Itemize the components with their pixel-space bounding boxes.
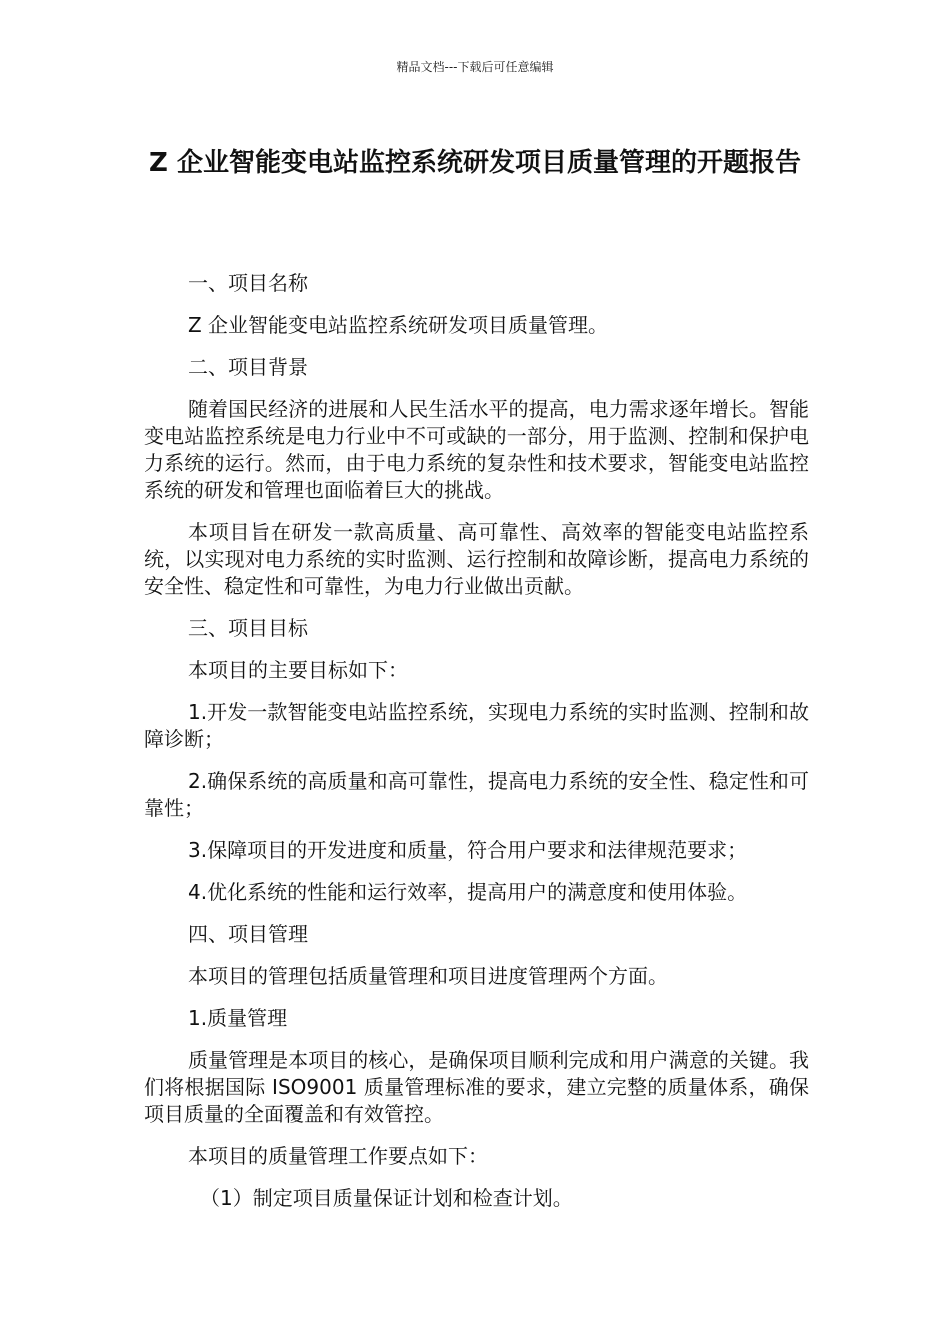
paragraph: 本项目的质量管理工作要点如下： <box>188 1144 488 1168</box>
list-item: 4.优化系统的性能和运行效率，提高用户的满意度和使用体验。 <box>188 880 748 904</box>
paragraph: 本项目的管理包括质量管理和项目进度管理两个方面。 <box>188 964 668 988</box>
section-heading: 三、项目目标 <box>188 616 308 640</box>
paragraph: Z 企业智能变电站监控系统研发项目质量管理。 <box>188 313 609 337</box>
subsection-heading: 1.质量管理 <box>188 1006 288 1030</box>
paragraph: 本项目的主要目标如下： <box>188 658 408 682</box>
document-body <box>144 270 809 1227</box>
paragraph: 本项目旨在研发一款高质量、高可靠性、高效率的智能变电站监控系统，以实现对电力系统的实时监测、运行控制和故障诊断，提高电力系统的安全性、稳定性和可靠性，为电力行业做出贡献。 <box>144 520 809 598</box>
list-item: 1.开发一款智能变电站监控系统，实现电力系统的实时监测、控制和故障诊断； <box>144 700 809 751</box>
section-heading: 一、项目名称 <box>188 271 308 295</box>
section-heading: 二、项目背景 <box>188 355 308 379</box>
page-title: Z 企业智能变电站监控系统研发项目质量管理的开题报告 <box>149 148 801 178</box>
paragraph: 质量管理是本项目的核心，是确保项目顺利完成和用户满意的关键。我们将根据国际 ISO9001 质量管理标准的要求，建立完整的质量体系，确保项目质量的全面覆盖和有效管控。 <box>144 1048 809 1126</box>
header-note: 精品文档---下载后可任意编辑 <box>396 60 554 74</box>
paragraph: 随着国民经济的进展和人民生活水平的提高，电力需求逐年增长。智能变电站监控系统是电力行业中不可或缺的一部分，用于监测、控制和保护电力系统的运行。然而，由于电力系统的复杂性和技术要求，智能变电站监控系统的研发和管理也面临着巨大的挑战。 <box>144 397 809 502</box>
section-heading: 四、项目管理 <box>188 922 308 946</box>
list-item: 2.确保系统的高质量和高可靠性，提高电力系统的安全性、稳定性和可靠性； <box>144 769 809 820</box>
list-item: （1）制定项目质量保证计划和检查计划。 <box>200 1186 573 1210</box>
list-item: 3.保障项目的开发进度和质量，符合用户要求和法律规范要求； <box>188 838 748 862</box>
